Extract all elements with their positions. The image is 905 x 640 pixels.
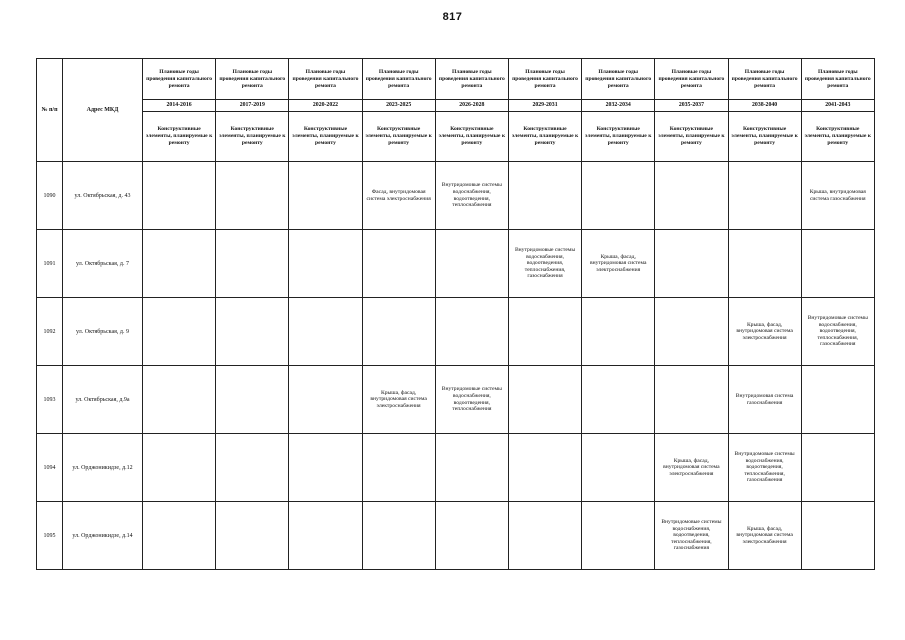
row-elements-cell xyxy=(728,162,801,230)
row-address: ул. Октябрьская, д. 7 xyxy=(63,230,143,298)
row-elements-cell xyxy=(435,298,508,366)
row-number: 1091 xyxy=(37,230,63,298)
row-elements-cell xyxy=(582,502,655,570)
header-planned-years: Плановые годы проведения капитального ремонта xyxy=(435,59,508,100)
row-elements-cell xyxy=(216,366,289,434)
header-period: 2026-2028 xyxy=(435,100,508,112)
row-elements-cell: Внутридомовые системы водоснабжения, водоотведения, теплоснабжения xyxy=(435,366,508,434)
row-elements-cell xyxy=(435,434,508,502)
row-elements-cell: Фасад, внутридомовая система электроснабжения xyxy=(362,162,435,230)
header-planned-years: Плановые годы проведения капитального ремонта xyxy=(655,59,728,100)
row-elements-cell xyxy=(362,502,435,570)
row-elements-cell xyxy=(508,162,581,230)
row-address: ул. Октябрьская, д.9а xyxy=(63,366,143,434)
table-header xyxy=(37,59,875,162)
header-row-number: № п/п xyxy=(37,59,63,162)
row-elements-cell xyxy=(289,298,362,366)
header-elements: Конструктивные элементы, планируемые к ремонту xyxy=(508,112,581,162)
row-elements-cell xyxy=(801,434,874,502)
header-elements: Конструктивные элементы, планируемые к ремонту xyxy=(728,112,801,162)
row-elements-cell xyxy=(655,230,728,298)
row-elements-cell xyxy=(508,502,581,570)
row-elements-cell xyxy=(143,162,216,230)
header-row-elements xyxy=(37,112,875,162)
row-elements-cell xyxy=(582,434,655,502)
header-elements: Конструктивные элементы, планируемые к ремонту xyxy=(362,112,435,162)
header-period: 2041-2043 xyxy=(801,100,874,112)
row-elements-cell xyxy=(143,298,216,366)
row-address: ул. Октябрьская, д. 43 xyxy=(63,162,143,230)
row-elements-cell: Внутридомовые системы водоснабжения, водоотведения, теплоснабжения, газоснабжения xyxy=(508,230,581,298)
table-row xyxy=(37,298,875,366)
row-elements-cell: Внутридомовые системы водоснабжения, водоотведения, теплоснабжения xyxy=(435,162,508,230)
table-row xyxy=(37,434,875,502)
row-elements-cell xyxy=(655,298,728,366)
row-elements-cell xyxy=(728,230,801,298)
header-planned-years: Плановые годы проведения капитального ремонта xyxy=(143,59,216,100)
row-address: ул. Орджоникидзе, д.14 xyxy=(63,502,143,570)
header-planned-years: Плановые годы проведения капитального ремонта xyxy=(362,59,435,100)
header-period: 2032-2034 xyxy=(582,100,655,112)
repair-schedule-table xyxy=(36,58,875,570)
row-elements-cell xyxy=(508,434,581,502)
row-address: ул. Орджоникидзе, д.12 xyxy=(63,434,143,502)
row-number: 1095 xyxy=(37,502,63,570)
row-elements-cell xyxy=(216,502,289,570)
header-elements: Конструктивные элементы, планируемые к ремонту xyxy=(143,112,216,162)
row-elements-cell xyxy=(143,230,216,298)
row-elements-cell xyxy=(655,366,728,434)
row-elements-cell xyxy=(362,434,435,502)
row-elements-cell xyxy=(508,366,581,434)
row-elements-cell: Крыша, фасад, внутридомовая система электроснабжения xyxy=(728,298,801,366)
table-row xyxy=(37,162,875,230)
row-elements-cell xyxy=(435,230,508,298)
row-number: 1090 xyxy=(37,162,63,230)
header-period: 2029-2031 xyxy=(508,100,581,112)
table-row xyxy=(37,366,875,434)
row-elements-cell xyxy=(289,502,362,570)
header-period: 2023-2025 xyxy=(362,100,435,112)
row-elements-cell: Внутридомовые системы водоснабжения, водоотведения, теплоснабжения, газоснабжения xyxy=(801,298,874,366)
row-elements-cell xyxy=(582,298,655,366)
row-elements-cell xyxy=(143,366,216,434)
row-number: 1094 xyxy=(37,434,63,502)
row-elements-cell xyxy=(582,162,655,230)
header-row-periods xyxy=(37,100,875,112)
row-elements-cell xyxy=(582,366,655,434)
header-elements: Конструктивные элементы, планируемые к ремонту xyxy=(582,112,655,162)
row-elements-cell: Крыша, фасад, внутридомовая система электроснабжения xyxy=(582,230,655,298)
row-elements-cell: Внутридомовая система газоснабжения xyxy=(728,366,801,434)
header-row-planned-years xyxy=(37,59,875,100)
page-number: 817 xyxy=(442,11,463,23)
row-elements-cell xyxy=(216,162,289,230)
row-elements-cell: Внутридомовые системы водоснабжения, водоотведения, теплоснабжения, газоснабжения xyxy=(655,502,728,570)
row-number: 1092 xyxy=(37,298,63,366)
row-elements-cell xyxy=(289,366,362,434)
header-period: 2014-2016 xyxy=(143,100,216,112)
row-elements-cell: Крыша, внутридомовая система газоснабжения xyxy=(801,162,874,230)
row-elements-cell xyxy=(289,230,362,298)
header-elements: Конструктивные элементы, планируемые к ремонту xyxy=(289,112,362,162)
row-elements-cell xyxy=(289,162,362,230)
row-elements-cell xyxy=(801,230,874,298)
header-address: Адрес МКД xyxy=(63,59,143,162)
row-address: ул. Октябрьская, д. 9 xyxy=(63,298,143,366)
header-period: 2035-2037 xyxy=(655,100,728,112)
row-elements-cell: Крыша, фасад, внутридомовая система электроснабжения xyxy=(655,434,728,502)
header-elements: Конструктивные элементы, планируемые к ремонту xyxy=(435,112,508,162)
table-row xyxy=(37,230,875,298)
row-elements-cell: Крыша, фасад, внутридомовая система электроснабжения xyxy=(362,366,435,434)
row-elements-cell xyxy=(216,298,289,366)
row-number: 1093 xyxy=(37,366,63,434)
header-planned-years: Плановые годы проведения капитального ремонта xyxy=(216,59,289,100)
header-elements: Конструктивные элементы, планируемые к ремонту xyxy=(655,112,728,162)
header-period: 2020-2022 xyxy=(289,100,362,112)
header-planned-years: Плановые годы проведения капитального ремонта xyxy=(728,59,801,100)
header-planned-years: Плановые годы проведения капитального ремонта xyxy=(801,59,874,100)
row-elements-cell xyxy=(435,502,508,570)
header-period: 2038-2040 xyxy=(728,100,801,112)
row-elements-cell xyxy=(362,298,435,366)
row-elements-cell xyxy=(508,298,581,366)
row-elements-cell xyxy=(143,434,216,502)
row-elements-cell xyxy=(655,162,728,230)
header-elements: Конструктивные элементы, планируемые к ремонту xyxy=(216,112,289,162)
table-body xyxy=(37,162,875,570)
row-elements-cell xyxy=(216,230,289,298)
row-elements-cell: Внутридомовые системы водоснабжения, водоотведения, теплоснабжения, газоснабжения xyxy=(728,434,801,502)
row-elements-cell xyxy=(362,230,435,298)
row-elements-cell xyxy=(289,434,362,502)
header-planned-years: Плановые годы проведения капитального ремонта xyxy=(582,59,655,100)
header-elements: Конструктивные элементы, планируемые к ремонту xyxy=(801,112,874,162)
table-row xyxy=(37,502,875,570)
row-elements-cell: Крыша, фасад, внутридомовая система электроснабжения xyxy=(728,502,801,570)
header-period: 2017-2019 xyxy=(216,100,289,112)
row-elements-cell xyxy=(801,502,874,570)
header-planned-years: Плановые годы проведения капитального ремонта xyxy=(289,59,362,100)
row-elements-cell xyxy=(143,502,216,570)
row-elements-cell xyxy=(801,366,874,434)
row-elements-cell xyxy=(216,434,289,502)
header-planned-years: Плановые годы проведения капитального ремонта xyxy=(508,59,581,100)
